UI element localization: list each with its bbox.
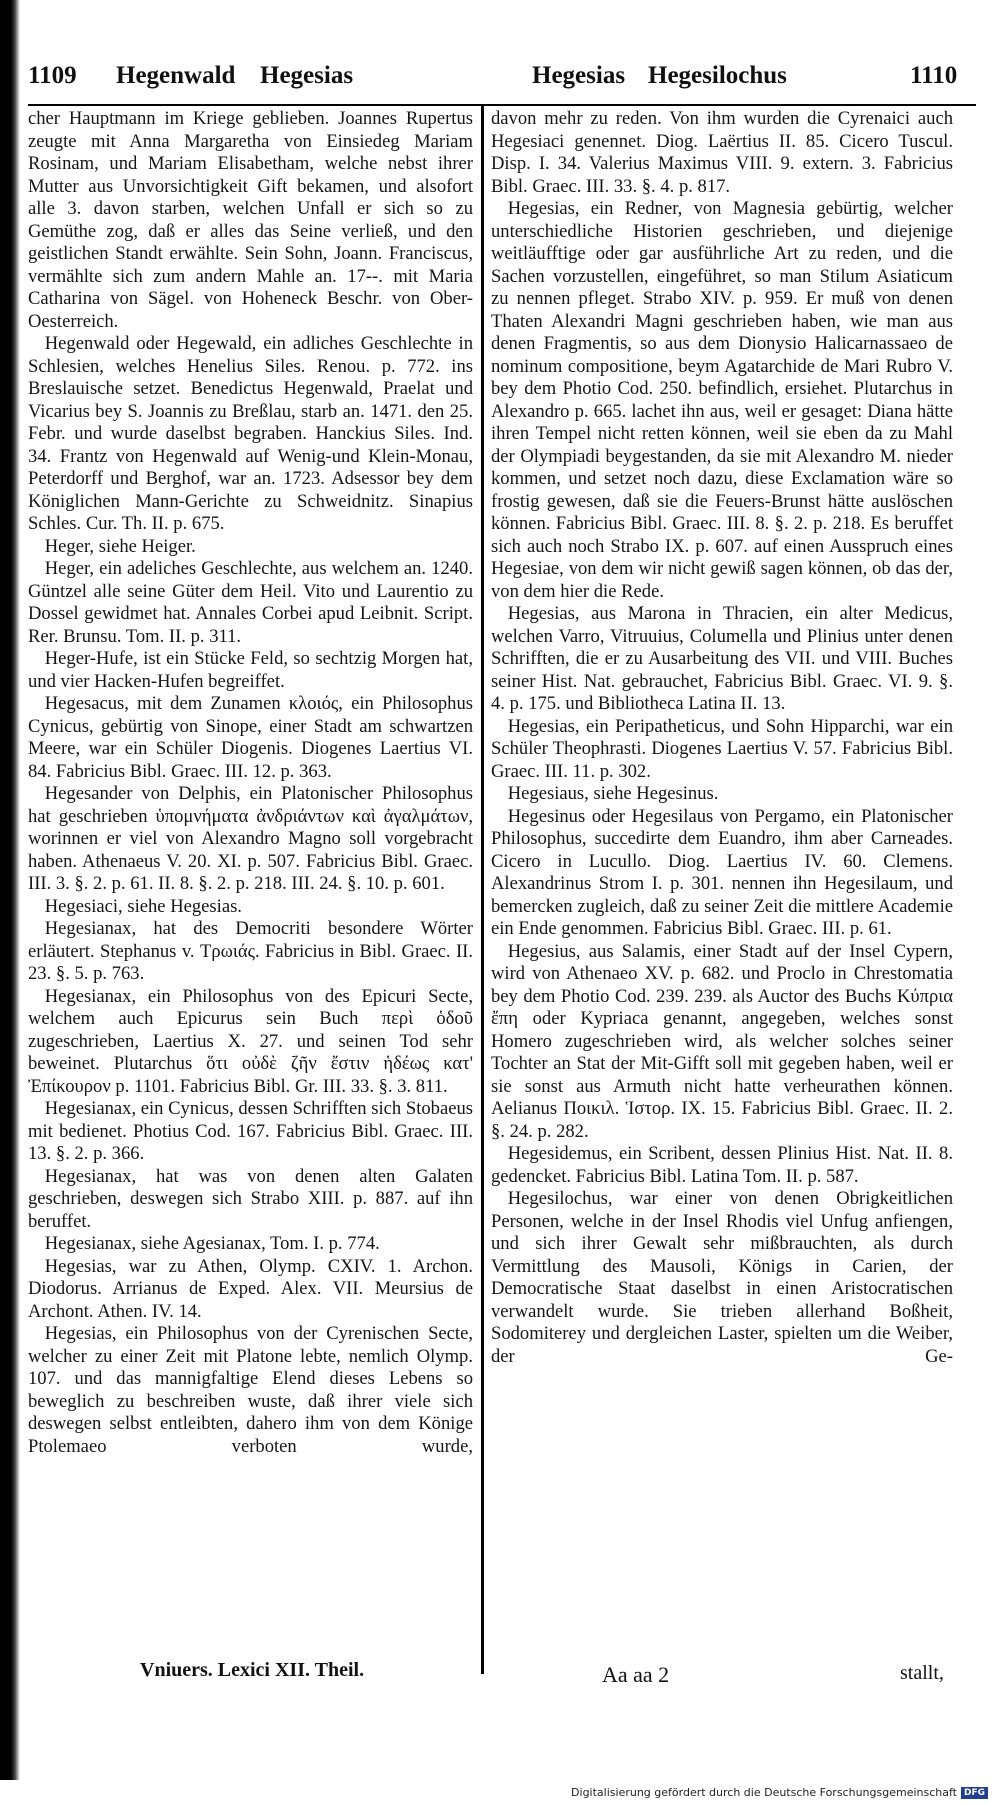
left-column-entry: Hegesianax, ein Philosophus von des Epicuri Secte, welchem auch Epicurus sein Buch περὶ ὁδοῦ zugeschrieben, Laertius X. 27. und seinen Tod sehr beweinet. Plutarchus ὅτι οὐδὲ ζῆν ἔστιν ἡδέως κατ' Ἐπίκουρον p. 1101. Fabricius Bibl. Gr. III. 33. §. 3. 811. — [28, 985, 473, 1097]
left-column-entry: Heger-Hufe, ist ein Stücke Feld, so sechtzig Morgen hat, und vier Hacken-Hufen begreiffet. — [28, 648, 473, 692]
right-column-entry: Hegesidemus, ein Scribent, dessen Plinius Hist. Nat. II. 8. gedencket. Fabricius Bibl. Latina Tom. II. p. 587. — [491, 1143, 953, 1187]
column-divider — [481, 106, 484, 1674]
left-column-entry: Hegesias, war zu Athen, Olymp. CXIV. 1. Archon. Diodorus. Arrianus de Exped. Alex. VII. Meursius de Archont. Athen. IV. 14. — [28, 1255, 473, 1322]
dfg-logo: DFG — [961, 1787, 988, 1799]
right-column-entry: Hegesius, aus Salamis, einer Stadt auf der Insel Cypern, wird von Athenaeo XV. p. 682. und Proclo in Chrestomatia bey dem Photio Cod. 239. 239. als Auctor des Buchs Κύπρια ἔπη oder Kypriaca genannt, angegeben, welches sonst Homero zugeschrieben wird, als welcher solches seiner Tochter an Stat der Mit-Gifft soll mit gegeben haben, weil er sie sonst aus Armuth nicht hatte verheurathen können. Aelianus Ποικιλ. Ἱστορ. IX. 15. Fabricius Bibl. Graec. II. 2. §. 24. p. 282. — [491, 940, 953, 1142]
book-binding-edge — [0, 0, 20, 1780]
credit-text: Digitalisierung gefördert durch die Deutsche Forschungsgemeinschaft — [571, 1786, 957, 1799]
left-column-entry: Heger, ein adeliches Geschlechte, aus welchem an. 1240. Güntzel alle seine Güter dem Heil. Vito und Laurentio zu Dossel gewidmet hat. Annales Corbei apud Leibnit. Script. Rer. Brunsu. Tom. II. p. 311. — [28, 558, 473, 647]
left-column-entry: Hegesacus, mit dem Zunamen κλοιός, ein Philosophus Cynicus, gebürtig von Sinope, einer Stadt am schwartzen Meere, war ein Schüler Diogenis. Diogenes Laertius VI. 84. Fabricius Bibl. Graec. III. 12. p. 363. — [28, 693, 473, 782]
right-column — [491, 108, 953, 1368]
left-column-entry: Heger, siehe Heiger. — [44, 535, 196, 557]
right-column-entry: Hegesiaus, siehe Hegesinus. — [507, 783, 719, 804]
header-rule — [28, 104, 976, 106]
page-number-left: 1109 — [28, 62, 77, 89]
left-column-entry: Hegesianax, siehe Agesianax, Tom. I. p. 774. — [44, 1233, 380, 1254]
signature-mark: Aa aa 2 — [602, 1662, 670, 1687]
running-head-left-2: Hegesias — [260, 62, 354, 89]
left-column-entry: Hegesianax, hat des Democriti besondere Wörter erläutert. Stephanus v. Τρωιάς. Fabricius in Bibl. Graec. II. 23. §. 5. p. 763. — [28, 918, 473, 984]
page-header — [28, 58, 978, 98]
running-head-right-2: Hegesilochus — [648, 62, 787, 89]
left-column-entry: Hegesias, ein Philosophus von der Cyrenischen Secte, welcher zu einer Zeit mit Platone lebte, nemlich Olymp. 107. und das mannigfaltige Elend dieses Lebens so beweglich zu beschreiben wuste, daß ihrer viele sich deswegen selbst entleibten, dahero ihm von dem Könige Ptolemaeo verboten wurde, — [28, 1323, 473, 1457]
left-column-entry: Hegenwald oder Hegewald, ein adliches Geschlechte in Schlesien, welches Henelius Siles. Renou. p. 772. ins Breslauische setzet. Benedictus Hegenwald, Praelat und Vicarius bey S. Joannis zu Breßlau, starb an. 1471. den 25. Febr. und wurde daselbst begraben. Hanckius Siles. Ind. 34. Frantz von Hegenwald auf Wenig-und Klein-Monau, Peterdorff und Berghof, war an. 1723. Adsessor bey dem Königlichen Mann-Gerichte zu Schweidnitz. Sinapius Schles. Cur. Th. II. p. 675. — [28, 333, 473, 534]
left-column-entry: cher Hauptmann im Kriege geblieben. Joannes Rupertus zeugte mit Anna Margaretha von Einsiedeg Mariam Rosinam, und Mariam Elisabetham, welche nebst ihrer Mutter aus Unvorsichtigkeit Gift bekamen, und alsofort alle 3. davon starben, welchen Unfall er sich so zu Gemüthe zog, daß er alles das Seine verließ, und den geistlichen Standt erwählte. Sein Sohn, Joann. Franciscus, vermählte sich zum andern Mahle an. 17--. mit Maria Catharina von Sägel. von Hoheneck Beschr. von Ober-Oesterreich. — [28, 108, 473, 332]
digitization-credit — [571, 1786, 988, 1799]
left-column-entry: Hegesianax, ein Cynicus, dessen Schrifften sich Stobaeus mit bedienet. Photius Cod. 167. Fabricius Bibl. Graec. III. 13. §. 2. p. 366. — [28, 1098, 473, 1164]
running-head-left-1: Hegenwald — [116, 62, 236, 89]
left-column — [28, 108, 473, 1458]
right-column-entry: Hegesias, ein Redner, von Magnesia gebürtig, welcher unterschiedliche Historien geschrieben, und diejenige weitläufftige oder gar ausführliche Art zu reden, und die Sachen vorzustellen, eingeführet, so man Stilum Asiaticum zu nennen pfleget. Strabo XIV. p. 959. Er muß von denen Thaten Alexandri Magni geschrieben haben, wie man aus denen Fragmentis, so aus dem Dionysio Halicarnassaeo de nominum compositione, beym Agatarchide de Mari Rubro V. bey dem Photio Cod. 250. befindlich, ersiehet. Plutarchus in Alexandro p. 665. lachet ihn aus, weil er gesaget: Diana hätte ihren Tempel nicht retten können, weil sie eben da zu Mahl der Olympiadi beygestanden, da sie mit Alexandro M. nieder kommen, und setzet noch dazu, diese Exclamation wäre so frostig gewesen, daß sie die Feuers-Brunst hätte auslöschen können. Fabricius Bibl. Graec. III. 8. §. 2. p. 218. Es beruffet sich auch noch Strabo IX. p. 607. auf einen Ausspruch eines Hegesiae, von dem wir nicht gewiß sagen können, ob das der, von dem hier die Rede. — [491, 198, 953, 602]
right-column-entry: Hegesilochus, war einer von denen Obrigkeitlichen Personen, welche in der Insel Rhodis viel Unfug anfiengen, und sich ihrer Gewalt sehr mißbrauchten, als durch Vermittlung des Mausoli, Königs in Carien, der Democratische Staat daselbst in einen Aristocratischen verwandelt wurde. Sie trieben allerhand Boßheit, Sodomiterey und dergleichen Laster, spielten um die Weiber, der Ge- — [491, 1188, 953, 1367]
right-column-entry: Hegesias, ein Peripatheticus, und Sohn Hipparchi, war ein Schüler Theophrasti. Diogenes Laertius V. 57. Fabricius Bibl. Graec. III. 11. p. 302. — [491, 715, 953, 782]
page-number-right: 1110 — [910, 62, 958, 89]
right-column-entry: davon mehr zu reden. Von ihm wurden die Cyrenaici auch Hegesiaci genennet. Diog. Laërtius II. 85. Cicero Tuscul. Disp. I. 34. Valerius Maximus VIII. 9. extern. 3. Fabricius Bibl. Graec. III. 33. §. 4. p. 817. — [491, 108, 953, 197]
right-column-entry: Hegesinus oder Hegesilaus von Pergamo, ein Platonischer Philosophus, succedirte dem Euandro, ihm aber Carneades. Cicero in Lucullo. Diog. Laertius IV. 60. Clemens. Alexandrinus Strom I. p. 301. nennen ihn Hegesilaum, und bemercken zugleich, daß zu seiner Zeit die mittlere Academie ein Ende genommen. Fabricius Bibl. Graec. III. p. 61. — [491, 805, 953, 939]
left-column-entry: Hegesiaci, siehe Hegesias. — [44, 895, 242, 917]
catchword: stallt, — [900, 1662, 944, 1684]
left-column-entry: Hegesander von Delphis, ein Platonischer Philosophus hat geschrieben ὑπομνήματα ἀνδριάντων καὶ ἀγαλμάτων, worinnen er viel von Alexandro Magno soll vorgebracht haben. Athenaeus V. 20. XI. p. 507. Fabricius Bibl. Graec. III. 3. §. 2. p. 61. II. 8. §. 2. p. 218. III. 24. §. 10. p. 601. — [28, 783, 473, 894]
running-head-right-1: Hegesias — [532, 62, 626, 89]
left-column-entry: Hegesianax, hat was von denen alten Galaten geschrieben, deswegen sich Strabo XIII. p. 887. auf ihn beruffet. — [28, 1165, 473, 1232]
right-column-entry: Hegesias, aus Marona in Thracien, ein alter Medicus, welchen Varro, Vitruuius, Columella und Plinius unter denen Schrifften, die er zu Ausarbeitung des VII. und VIII. Buches seiner Hist. Nat. gebrauchet, Fabricius Bibl. Graec. VI. 9. §. 4. p. 175. und Bibliotheca Latina II. 13. — [491, 603, 953, 714]
volume-title: Vniuers. Lexici XII. Theil. — [140, 1659, 365, 1681]
